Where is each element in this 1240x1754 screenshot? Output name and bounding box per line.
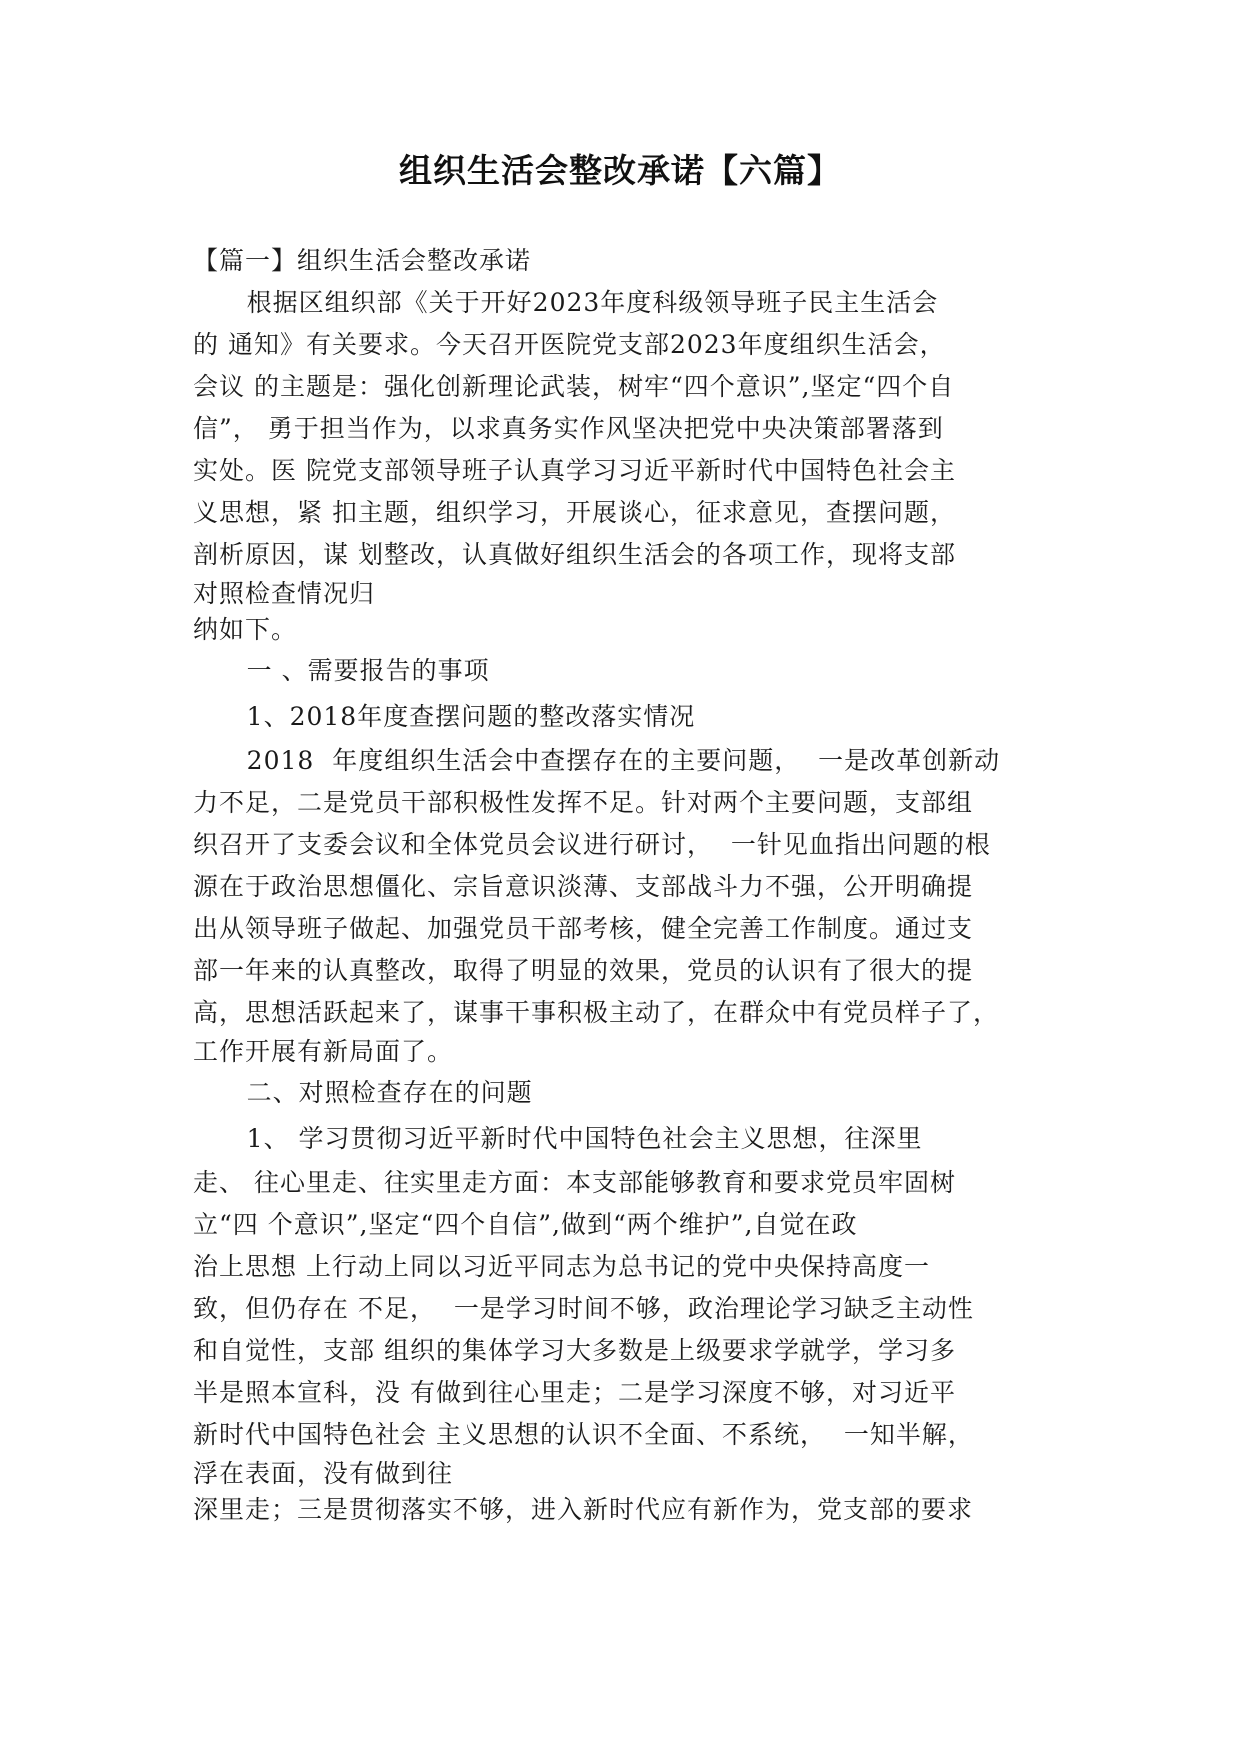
- paragraph-line: 致，但仍存在 不足， 一是学习时间不够，政治理论学习缺乏主动性: [193, 1294, 974, 1323]
- paragraph-line: 部一年来的认真整改，取得了明显的效果，党员的认识有了很大的提: [193, 956, 974, 985]
- paragraph-line: 工作开展有新局面了。: [193, 1037, 454, 1066]
- paragraph-line: 织召开了支委会议和全体党员会议进行研讨， 一针见血指出问题的根: [193, 830, 991, 859]
- paragraph-line: 浮在表面，没有做到往: [193, 1459, 454, 1488]
- paragraph-line: 新时代中国特色社会 主义思想的认识不全面、不系统， 一知半解，: [193, 1420, 974, 1449]
- paragraph-line: 纳如下。: [193, 615, 298, 644]
- paragraph-line: 高，思想活跃起来了，谋事干事积极主动了，在群众中有党员样子了，: [193, 998, 1000, 1027]
- paragraph-line: 信”， 勇于担当作为，以求真务实作风坚决把党中央决策部署落到: [193, 414, 944, 443]
- paragraph-line: 1、 学习贯彻习近平新时代中国特色社会主义思想，往深里: [193, 1124, 923, 1153]
- paragraph-line: 源在于政治思想僵化、宗旨意识淡薄、支部战斗力不强，公开明确提: [193, 872, 974, 901]
- paragraph-line: 力不足，二是党员干部积极性发挥不足。针对两个主要问题，支部组: [193, 788, 974, 817]
- paragraph-line: 实处。医 院党支部领导班子认真学习习近平新时代中国特色社会主: [193, 456, 956, 485]
- paragraph-line: 根据区组织部《关于开好2023年度科级领导班子民主生活会: [193, 288, 939, 317]
- document-body: [193, 240, 1053, 1528]
- section-heading: 【篇一】组织生活会整改承诺: [193, 246, 532, 275]
- section-heading: 一 、需要报告的事项: [193, 656, 490, 685]
- paragraph-line: 治上思想 上行动上同以习近平同志为总书记的党中央保持高度一: [193, 1252, 930, 1281]
- paragraph-line: 剖析原因，谋 划整改，认真做好组织生活会的各项工作，现将支部: [193, 540, 956, 569]
- section-heading: 二、对照检查存在的问题: [193, 1078, 533, 1107]
- document-title: 组织生活会整改承诺【六篇】: [399, 151, 841, 190]
- paragraph-line: 会议 的主题是：强化创新理论武装，树牢“四个意识”,坚定“四个自: [193, 372, 955, 401]
- paragraph-line: 对照检查情况归: [193, 579, 376, 608]
- paragraph-line: 义思想，紧 扣主题，组织学习，开展谈心，征求意见，查摆问题，: [193, 498, 956, 527]
- paragraph-line: 出从领导班子做起、加强党员干部考核，健全完善工作制度。通过支: [193, 914, 974, 943]
- paragraph-line: 2018 年度组织生活会中查摆存在的主要问题， 一是改革创新动: [193, 746, 1001, 775]
- paragraph-line: 半是照本宣科，没 有做到往心里走；二是学习深度不够，对习近平: [193, 1378, 956, 1407]
- paragraph-line: 的 通知》有关要求。今天召开医院党支部2023年度组织生活会，: [193, 330, 946, 359]
- paragraph-line: 立“四 个意识”,坚定“四个自信”,做到“两个维护”,自觉在政: [193, 1210, 858, 1239]
- paragraph-line: 和自觉性，支部 组织的集体学习大多数是上级要求学就学，学习多: [193, 1336, 956, 1365]
- paragraph-line: 深里走；三是贯彻落实不够，进入新时代应有新作为，党支部的要求: [193, 1495, 974, 1524]
- subsection-heading: 1、2018年度查摆问题的整改落实情况: [193, 702, 696, 731]
- paragraph-line: 走、 往心里走、往实里走方面：本支部能够教育和要求党员牢固树: [193, 1168, 956, 1197]
